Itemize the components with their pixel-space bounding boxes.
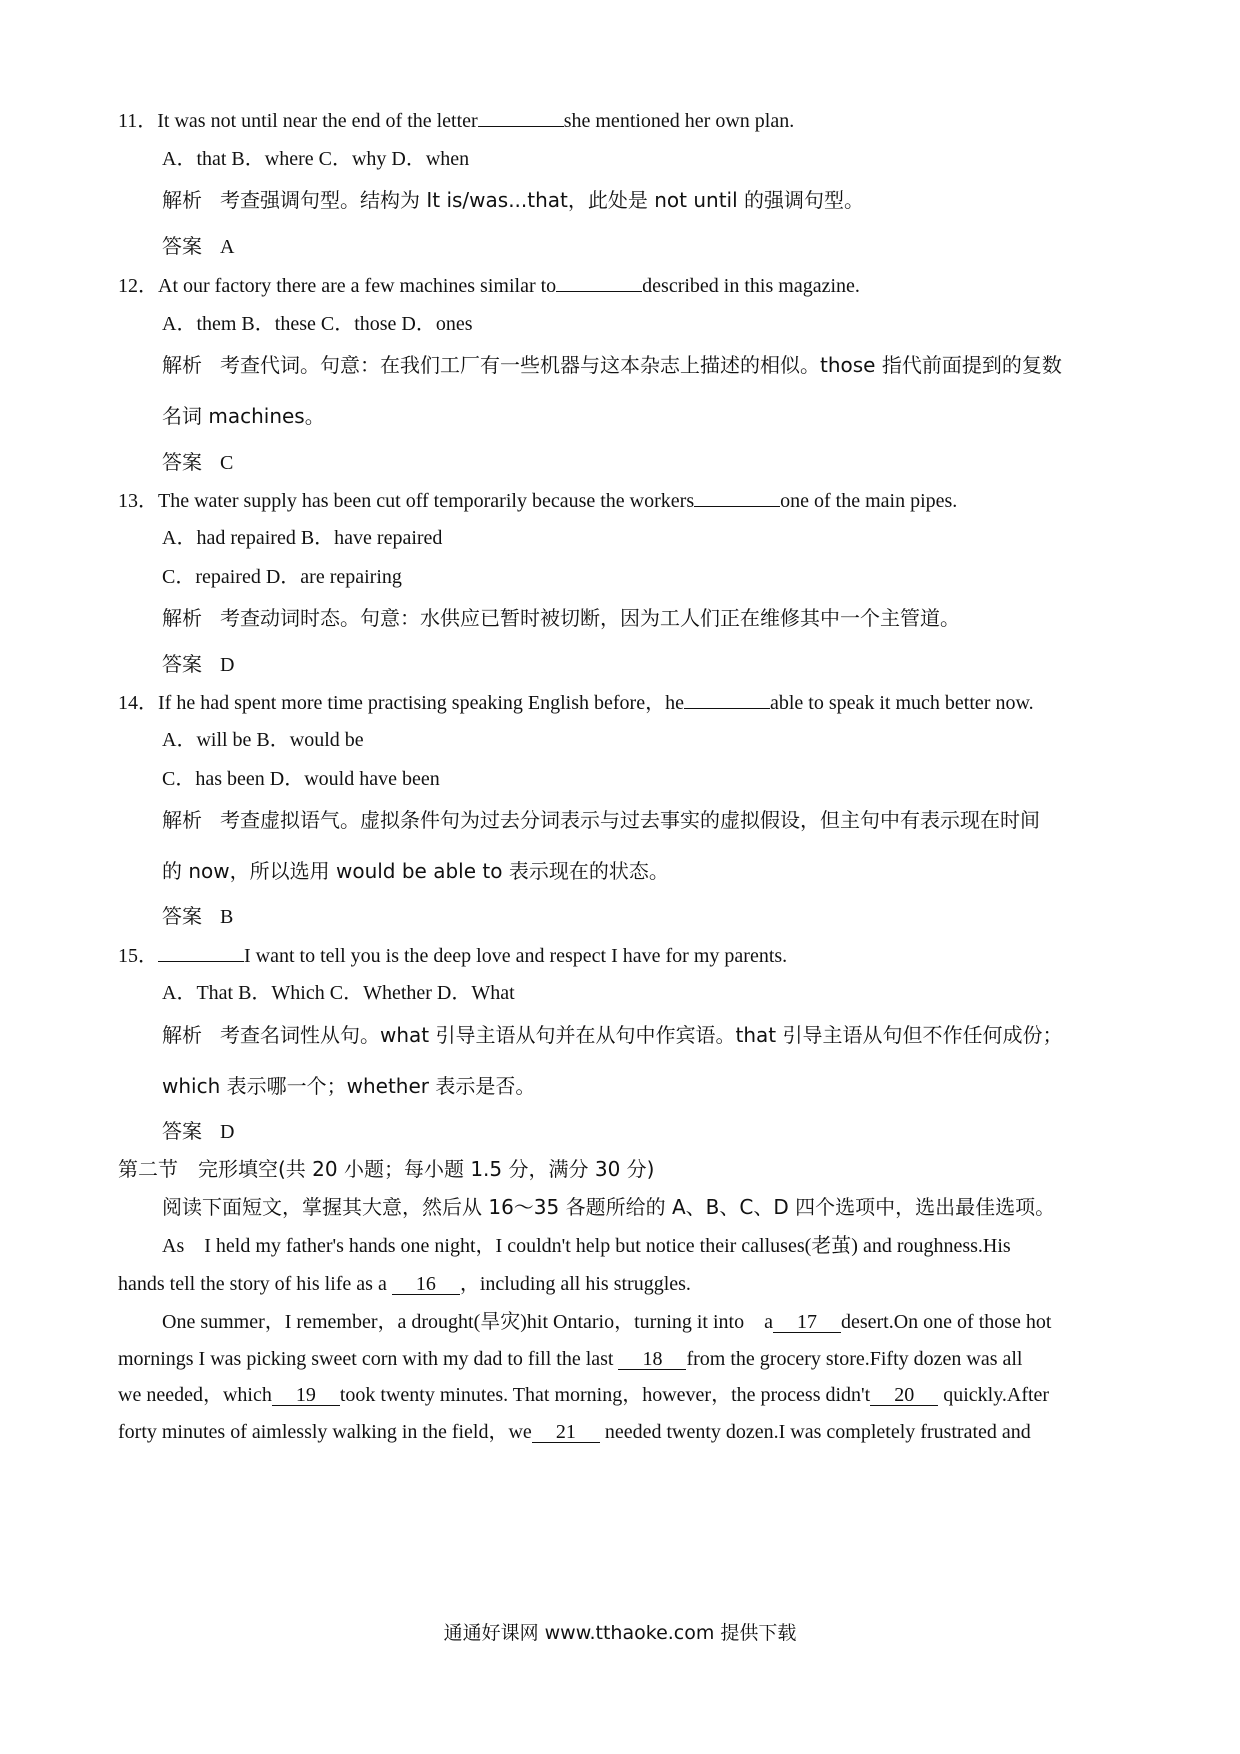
question-14-analysis bbox=[162, 808, 1040, 833]
passage-text: mornings I was picking sweet corn with my dad to fill the last bbox=[118, 1348, 614, 1370]
stem-text: one of the main pipes. bbox=[780, 490, 958, 512]
question-12-analysis-cont bbox=[162, 404, 325, 429]
question-13-answer bbox=[162, 652, 234, 677]
passage-line bbox=[162, 1310, 1052, 1334]
stem-text: able to speak it much better now. bbox=[769, 692, 1034, 714]
stem-text: 14．If he had spent more time practising speaking English before，he bbox=[118, 692, 684, 714]
answer-label: 答案 bbox=[162, 1119, 202, 1143]
analysis-text: 考查强调句型。结构为 It is/was...that，此处是 not until 的强调句型。 bbox=[220, 188, 865, 212]
answer-label: 答案 bbox=[162, 904, 202, 928]
analysis-text: 考查代词。句意：在我们工厂有一些机器与这本杂志上描述的相似。those 指代前面提到的复数 bbox=[220, 353, 1062, 377]
question-12-stem bbox=[118, 273, 860, 298]
question-15-options: A．That B．Which C．Whether D．What bbox=[162, 982, 515, 1004]
passage-text: hands tell the story of his life as a bbox=[118, 1273, 387, 1295]
answer-value: D bbox=[220, 1121, 235, 1143]
page-footer: 通通好课网 www.tthaoke.com 提供下载 bbox=[443, 1622, 797, 1644]
answer-label: 答案 bbox=[162, 450, 202, 474]
passage-line bbox=[118, 1420, 1031, 1444]
passage-line: As I held my father's hands one night，I couldn't help but notice their calluses(老茧) and roughness.His bbox=[162, 1235, 1011, 1257]
question-13-analysis bbox=[162, 606, 960, 631]
question-13-options: C．repaired D．are repairing bbox=[162, 566, 402, 588]
passage-text: we needed，which bbox=[118, 1384, 272, 1406]
passage-text: forty minutes of aimlessly walking in the field，we bbox=[118, 1421, 532, 1443]
analysis-label: 解析 bbox=[162, 808, 202, 832]
passage-text: needed twenty dozen.I was completely frustrated and bbox=[604, 1421, 1031, 1443]
cloze-blank-21: 21 bbox=[532, 1422, 600, 1443]
question-11-answer bbox=[162, 234, 234, 259]
answer-value: B bbox=[220, 906, 234, 928]
answer-blank bbox=[478, 108, 564, 127]
answer-blank bbox=[556, 273, 642, 292]
passage-text: quickly.After bbox=[943, 1384, 1050, 1406]
analysis-text: which 表示哪一个；whether 表示是否。 bbox=[162, 1074, 536, 1098]
analysis-text: 考查动词时态。句意：水供应已暂时被切断，因为工人们正在维修其中一个主管道。 bbox=[220, 606, 960, 630]
answer-value: A bbox=[220, 236, 235, 258]
analysis-label: 解析 bbox=[162, 353, 202, 377]
question-14-options: C．has been D．would have been bbox=[162, 768, 440, 790]
answer-value: C bbox=[220, 452, 234, 474]
stem-text: described in this magazine. bbox=[642, 275, 860, 297]
question-13-options: A．had repaired B．have repaired bbox=[162, 527, 443, 549]
analysis-text: 的 now，所以选用 would be able to 表示现在的状态。 bbox=[162, 859, 669, 883]
answer-label: 答案 bbox=[162, 234, 202, 258]
analysis-label: 解析 bbox=[162, 606, 202, 630]
answer-value: D bbox=[220, 654, 235, 676]
stem-text: 13．The water supply has been cut off temporarily because the workers bbox=[118, 490, 695, 512]
answer-label: 答案 bbox=[162, 652, 202, 676]
cloze-blank-17: 17 bbox=[773, 1312, 841, 1333]
question-15-analysis-cont bbox=[162, 1074, 535, 1099]
analysis-text: 名词 machines。 bbox=[162, 404, 325, 428]
question-12-options: A．them B．these C．those D．ones bbox=[162, 313, 473, 335]
question-11-stem bbox=[118, 108, 794, 133]
question-13-stem bbox=[118, 488, 957, 513]
question-14-answer bbox=[162, 904, 233, 929]
question-14-options: A．will be B．would be bbox=[162, 729, 364, 751]
question-12-answer bbox=[162, 450, 233, 475]
section-title: 第二节 完形填空(共 20 小题；每小题 1.5 分，满分 30 分) bbox=[118, 1157, 655, 1181]
cloze-blank-20: 20 bbox=[870, 1385, 938, 1406]
cloze-blank-18: 18 bbox=[618, 1349, 686, 1370]
passage-text: ，including all his struggles. bbox=[459, 1273, 691, 1295]
question-11-analysis bbox=[162, 188, 864, 213]
section-instruction: 阅读下面短文，掌握其大意，然后从 16～35 各题所给的 A、B、C、D 四个选项中，选出最佳选项。 bbox=[162, 1195, 1056, 1219]
analysis-label: 解析 bbox=[162, 1023, 202, 1047]
passage-text: from the grocery store.Fifty dozen was all bbox=[686, 1348, 1023, 1370]
passage-line bbox=[118, 1347, 1022, 1371]
stem-text: 12．At our factory there are a few machines similar to bbox=[118, 275, 557, 297]
cloze-blank-19: 19 bbox=[272, 1385, 340, 1406]
question-15-answer bbox=[162, 1119, 234, 1144]
analysis-text: 考查名词性从句。what 引导主语从句并在从句中作宾语。that 引导主语从句但不作任何成份； bbox=[220, 1023, 1063, 1047]
analysis-label: 解析 bbox=[162, 188, 202, 212]
answer-blank bbox=[158, 943, 244, 962]
passage-line bbox=[118, 1272, 691, 1296]
question-14-stem bbox=[118, 690, 1034, 715]
stem-text: 15． bbox=[118, 945, 158, 967]
analysis-text: 考查虚拟语气。虚拟条件句为过去分词表示与过去事实的虚拟假设，但主句中有表示现在时间 bbox=[220, 808, 1040, 832]
passage-text: desert.On one of those hot bbox=[840, 1311, 1052, 1333]
passage-text: took twenty minutes. That morning，however，the process didn't bbox=[339, 1384, 871, 1406]
question-11-options: A．that B．where C．why D．when bbox=[162, 148, 470, 170]
answer-blank bbox=[694, 488, 780, 507]
question-12-analysis bbox=[162, 353, 1062, 378]
stem-text: 11．It was not until near the end of the letter bbox=[118, 110, 478, 132]
stem-text: I want to tell you is the deep love and respect I have for my parents. bbox=[244, 945, 788, 967]
question-14-analysis-cont bbox=[162, 859, 669, 884]
cloze-blank-16: 16 bbox=[392, 1274, 460, 1295]
question-15-analysis bbox=[162, 1023, 1062, 1048]
passage-line bbox=[118, 1383, 1049, 1407]
stem-text: she mentioned her own plan. bbox=[563, 110, 795, 132]
question-15-stem bbox=[118, 943, 787, 968]
answer-blank bbox=[684, 690, 770, 709]
passage-text: One summer，I remember，a drought(旱灾)hit Ontario，turning it into a bbox=[162, 1311, 773, 1333]
